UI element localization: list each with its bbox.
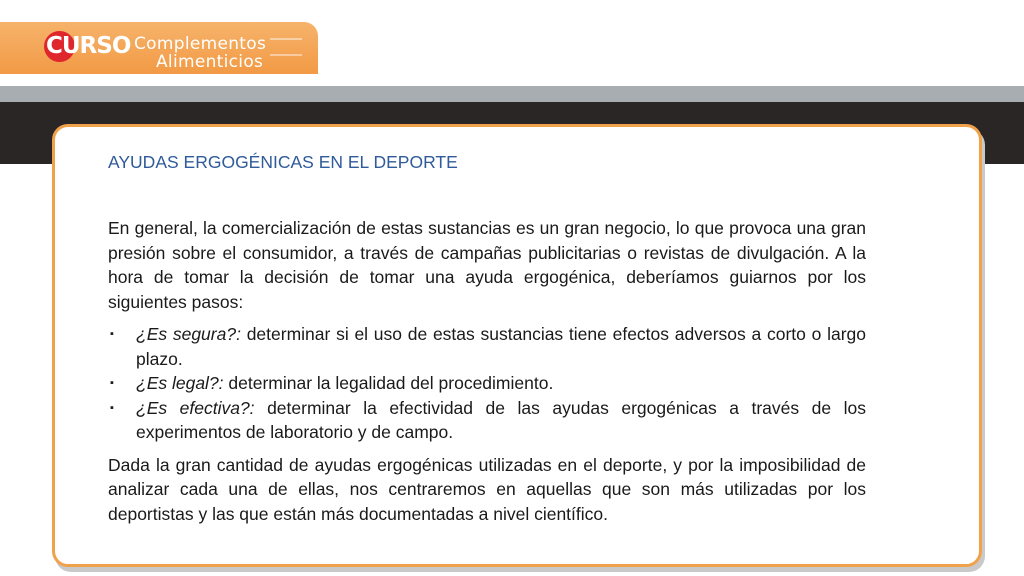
list-item [108,371,866,396]
bullet-icon: ▪ [110,328,114,340]
bullet-icon: ▪ [110,377,114,389]
logo-word: CURSO [46,33,131,59]
intro-paragraph: En general, la comercialización de estas sustancias es un gran negocio, lo que provoca una gran presión sobre el consumidor, a través de campañas publicitarias o revistas de divulgación. A la hora de tomar la decisión de tomar una ayuda ergogénica, deberíamos guiarnos por los siguientes pasos: [108,218,866,312]
bullet-list [108,322,866,445]
conclusion-paragraph: Dada la gran cantidad de ayudas ergogénicas utilizadas en el deporte, y por la imposibilidad de analizar cada una de ellas, nos centraremos en aquellas que son más utilizadas por los deportistas y las que están más documentadas a nivel científico. [108,454,866,524]
header-gray-band [0,86,1024,102]
bullet-text: determinar la efectividad de las ayudas ergogénicas a través de los experimentos de laboratorio y de campo. [136,397,866,442]
logo-subtitle-line2: Alimenticios [156,52,264,72]
list-item [108,396,866,445]
logo-decoration-lines [270,38,302,56]
list-item [108,322,866,371]
slide-title: AYUDAS ERGOGÉNICAS EN EL DEPORTE [108,152,458,172]
bullet-question: ¿Es segura?: [136,324,247,344]
slide-body [108,216,866,526]
bullet-text: determinar la legalidad del procedimiento. [228,373,554,393]
bullet-text: determinar si el uso de estas sustancias tiene efectos adversos a corto o largo plazo. [136,324,866,369]
bullet-question: ¿Es legal?: [136,373,229,393]
bullet-question: ¿Es efectiva?: [136,397,268,418]
bullet-icon: ▪ [110,401,114,414]
logo-subtitle-line1: Complementos [134,34,267,54]
